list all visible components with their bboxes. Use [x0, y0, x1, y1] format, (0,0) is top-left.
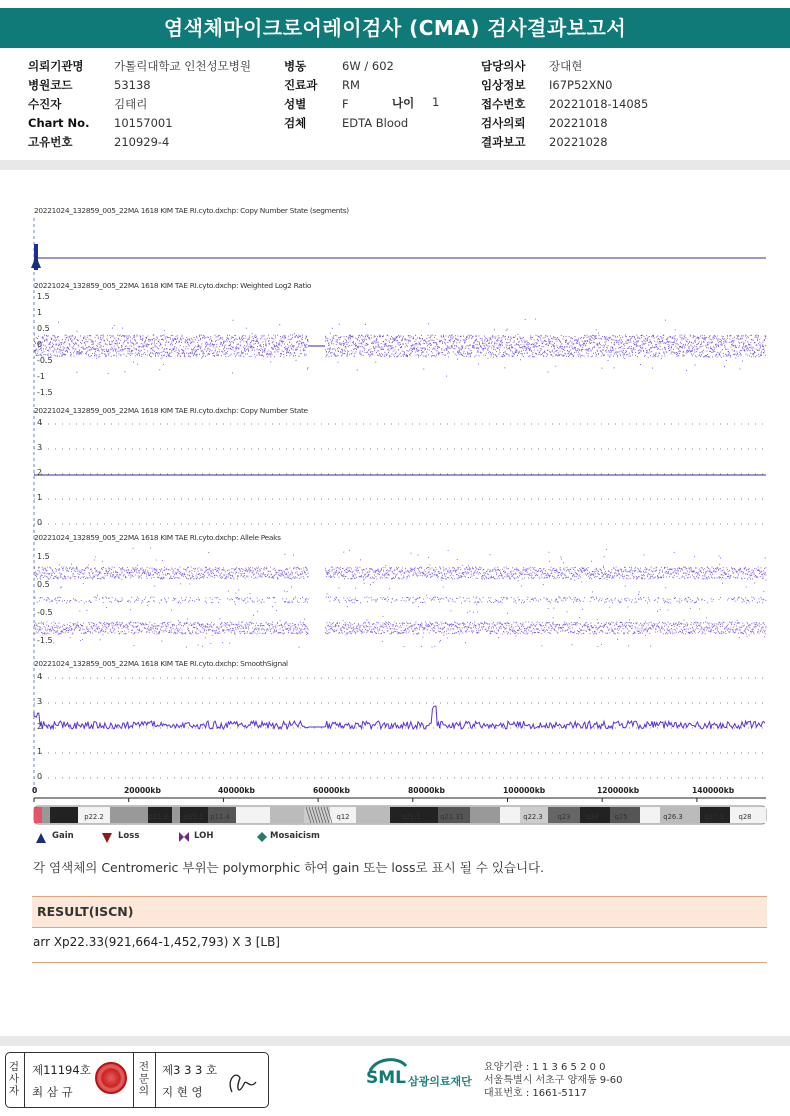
ideogram-band-label: q24 [585, 813, 599, 821]
log2-ratio-points [34, 319, 766, 376]
info-label: 검사의뢰 [481, 116, 526, 130]
specialist-license: 제3 3 3 호 [162, 1063, 218, 1077]
ytick: 1 [37, 747, 43, 756]
lab-name: 삼광의료재단 [408, 1075, 472, 1088]
ideogram-band [42, 807, 50, 823]
lab-logo: SML [366, 1068, 406, 1088]
lab-phone: 대표번호 : 1661-5117 [484, 1088, 587, 1099]
tester-vertical-label: 검사자 [8, 1061, 20, 1097]
x-tick-label: 0 [32, 786, 38, 795]
info-value: 53138 [114, 78, 151, 92]
info-value: EDTA Blood [342, 116, 409, 130]
panel-label-cn-state: 20221024_132859_005_22MA 1618 KIM TAE RI.cyto.dxchp: Copy Number State [34, 406, 308, 415]
info-label: Chart No. [28, 116, 90, 130]
tester-license: 제11194호 [32, 1063, 91, 1077]
info-value: F [342, 97, 349, 111]
panel-label-segments: 20221024_132859_005_22MA 1618 KIM TAE RI.cyto.dxchp: Copy Number State (segments) [34, 206, 349, 215]
ytick: 4 [37, 672, 43, 681]
specialist-vertical-label: 전문의 [138, 1061, 150, 1097]
ideogram-band [110, 807, 148, 823]
ideogram-band [270, 807, 304, 823]
ideogram-band [50, 807, 78, 823]
ideogram-band-label: q25 [614, 813, 628, 821]
ideogram-band [304, 807, 330, 823]
gain-triangle-icon [36, 833, 46, 843]
panel-label-log2: 20221024_132859_005_22MA 1618 KIM TAE RI.cyto.dxchp: Weighted Log2 Ratio [34, 281, 312, 290]
x-tick-label: 80000kb [408, 786, 445, 795]
ideogram-band-label: q26.3 [663, 813, 683, 821]
ytick: 3 [37, 697, 43, 706]
ytick: -1.5 [37, 388, 53, 397]
smooth-signal-line [34, 706, 765, 729]
x-tick-label: 40000kb [218, 786, 255, 795]
age-label: 나이 [392, 96, 415, 110]
seal-stamp [95, 1062, 127, 1094]
info-label: 접수번호 [481, 97, 526, 111]
info-value: 20221028 [549, 135, 608, 149]
info-value: 6W / 602 [342, 59, 394, 73]
ytick: -1 [37, 372, 45, 381]
x-tick-label: 60000kb [313, 786, 350, 795]
x-tick-label: 20000kb [124, 786, 161, 795]
legend-loss: Loss [118, 831, 140, 841]
legend-gain: Gain [52, 831, 74, 841]
ideogram-band-label: q23 [557, 813, 571, 821]
ytick: 2 [37, 722, 43, 731]
info-value: I67P52XN0 [549, 78, 613, 92]
info-value: 10157001 [114, 116, 173, 130]
ytick: 1 [37, 308, 43, 317]
info-label: 결과보고 [481, 135, 526, 149]
ytick: 3 [37, 443, 43, 452]
panel-label-smooth: 20221024_132859_005_22MA 1618 KIM TAE RI.cyto.dxchp: SmoothSignal [34, 659, 288, 668]
centromere-note: 각 염색체의 Centromeric 부위는 polymorphic 하여 gain 또는 loss로 표시 될 수 있습니다. [33, 860, 545, 875]
lab-code: 요양기관 : 1 1 3 6 5 2 0 0 [484, 1062, 606, 1073]
ideogram-band-label: q22.3 [523, 813, 543, 821]
ideogram-band [172, 807, 180, 823]
legend-loh: LOH [194, 831, 214, 841]
ideogram-band-label: p21.3 [148, 813, 168, 821]
info-label: 진료과 [284, 78, 318, 92]
ideogram-band-label: q28 [738, 813, 752, 821]
sig-divider [155, 1053, 156, 1107]
info-label: 담당의사 [481, 59, 526, 73]
info-value: 20221018-14085 [549, 97, 649, 111]
info-value: RM [342, 78, 360, 92]
ytick: 0 [37, 518, 43, 527]
legend-mosaicism: Mosaicism [270, 831, 320, 841]
ideogram-band-label: q12 [336, 813, 350, 821]
info-label: 병원코드 [28, 78, 73, 92]
ideogram-band [470, 807, 500, 823]
ytick: 1 [37, 493, 43, 502]
panel-label-allele-peaks: 20221024_132859_005_22MA 1618 KIM TAE RI.cyto.dxchp: Allele Peaks [34, 533, 281, 542]
result-divider [32, 962, 767, 963]
x-tick-label: 120000kb [597, 786, 640, 795]
ideogram-band [34, 807, 42, 823]
ytick: -0.5 [37, 608, 53, 617]
info-label: 병동 [284, 59, 307, 73]
tester-name: 최 삼 규 [32, 1085, 73, 1099]
ideogram-band-label: p21.1 [184, 813, 204, 821]
x-tick-label: 100000kb [503, 786, 546, 795]
info-label: 의뢰기관명 [28, 59, 84, 73]
ytick: 0.5 [37, 324, 50, 333]
x-tick-label: 140000kb [692, 786, 735, 795]
ytick: 1.5 [37, 292, 50, 301]
ytick: 2 [37, 468, 43, 477]
sig-divider [133, 1053, 134, 1107]
ideogram-band-label: q27.3 [704, 813, 724, 821]
ideogram-band [500, 807, 520, 823]
ideogram-band [236, 807, 270, 823]
info-value: 김태리 [114, 97, 148, 111]
ytick: -0.5 [37, 356, 53, 365]
ideogram-band-label: q21.1 [401, 813, 421, 821]
ideogram-band-label: p22.2 [84, 813, 104, 821]
loh-bowtie-icon [179, 832, 189, 842]
result-iscn: arr Xp22.33(921,664-1,452,793) X 3 [LB] [33, 935, 280, 949]
info-value: 가톨릭대학교 인천성모병원 [114, 59, 251, 73]
ideogram-band-label: p11.4 [210, 813, 230, 821]
ytick: -1.5 [37, 636, 53, 645]
result-heading: RESULT(ISCN) [32, 896, 767, 928]
ideogram-band-label: q21.31 [440, 813, 464, 821]
info-label: 고유번호 [28, 135, 73, 149]
lab-address [484, 1061, 623, 1100]
info-label: 성별 [284, 97, 307, 111]
report-title: 염색체마이크로어레이검사 (CMA) 검사결과보고서 [0, 8, 790, 48]
age-value: 1 [432, 95, 440, 109]
info-value: 20221018 [549, 116, 608, 130]
mosaicism-diamond-icon [257, 832, 267, 842]
ytick: 0 [37, 340, 43, 349]
ideogram-band [640, 807, 660, 823]
info-label: 검체 [284, 116, 307, 130]
info-label: 수진자 [28, 97, 62, 111]
ytick: 4 [37, 418, 43, 427]
footer-divider [0, 1036, 790, 1046]
ideogram-band [356, 807, 390, 823]
ytick: 0.5 [37, 580, 50, 589]
lab-street: 서울특별시 서초구 양재동 9-60 [484, 1075, 623, 1086]
ytick: 1.5 [37, 552, 50, 561]
ytick: 0 [37, 772, 43, 781]
info-label: 임상정보 [481, 78, 526, 92]
specialist-name: 지 현 영 [162, 1085, 203, 1099]
loss-triangle-icon [102, 833, 112, 843]
info-value: 장대현 [549, 59, 583, 73]
sig-divider [24, 1053, 25, 1107]
info-value: 210929-4 [114, 135, 170, 149]
allele-peak-points [34, 548, 766, 647]
